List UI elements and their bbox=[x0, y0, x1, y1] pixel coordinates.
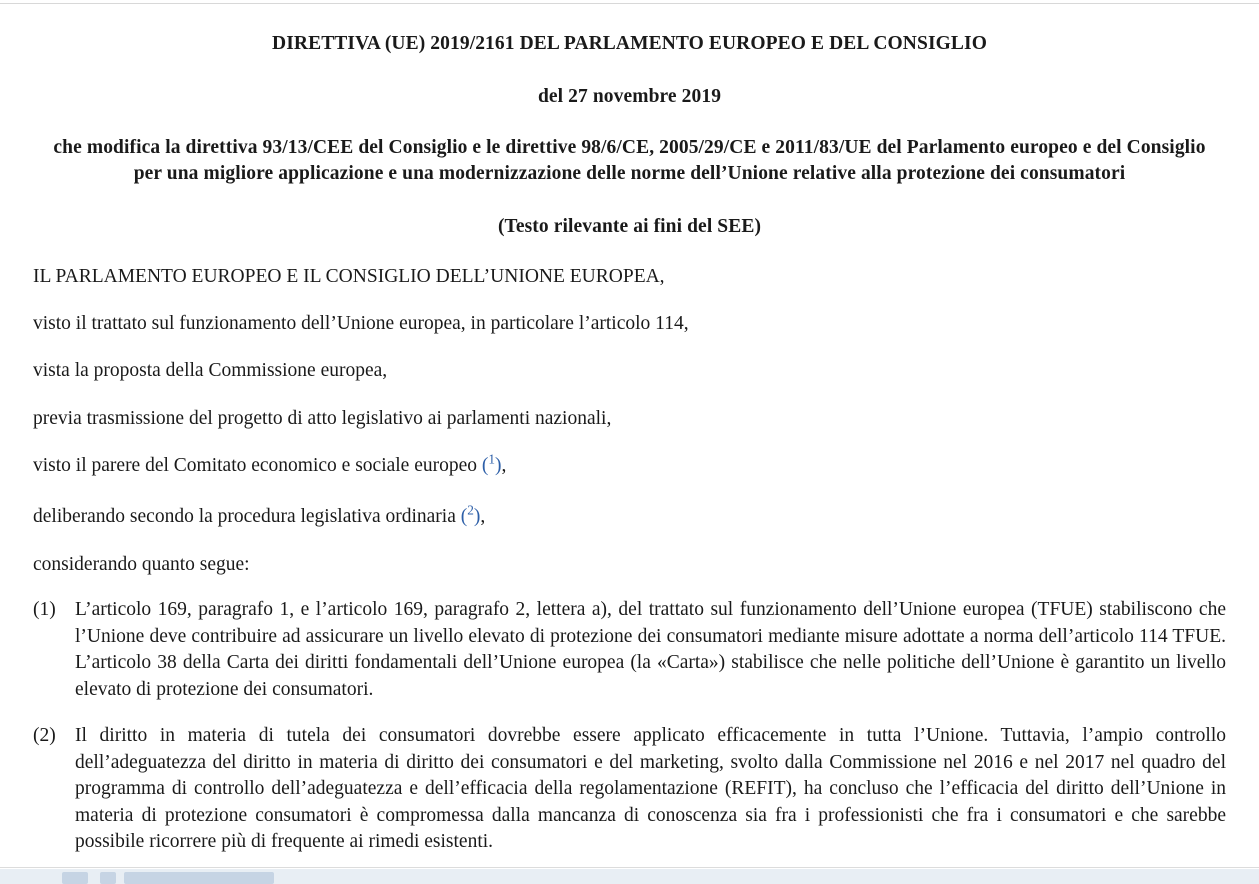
preamble-line-ordinary-procedure bbox=[33, 504, 1226, 529]
recital-item bbox=[33, 597, 1226, 703]
preamble-eesc-text-after: , bbox=[501, 455, 507, 477]
recital-number: (2) bbox=[33, 725, 56, 747]
document-body bbox=[0, 31, 1259, 856]
footnote-ref-2[interactable]: ($^2$) bbox=[460, 502, 481, 528]
preamble-line-proposal: vista la proposta della Commissione europea, bbox=[33, 360, 388, 382]
toolbar-chip-right[interactable] bbox=[124, 872, 274, 884]
footnote-ref-1-marker: 1 bbox=[488, 451, 496, 467]
recital-number: (1) bbox=[33, 599, 56, 621]
recital-item bbox=[33, 723, 1226, 856]
viewer-bottom-toolbar bbox=[0, 869, 1259, 884]
preamble-line-treaty: visto il trattato sul funzionamento dell’Unione europea, in particolare l’articolo 114, bbox=[33, 313, 689, 335]
preamble-line-transmission: previa trasmissione del progetto di atto legislativo ai parlamenti nazionali, bbox=[33, 407, 612, 429]
recital-text: L’articolo 169, paragrafo 1, e l’articolo 169, paragrafo 2, lettera a), del trattato sul funzionamento dell’Unione europea (TFUE) stabiliscono che l’Unione deve contribuire ad assicurare un livello elevato di protezione dei consumatori mediante misure adottate a norma dell’articolo 114 TFUE. L’articolo 38 della Carta dei diritti fondamentali dell’Unione europea (la «Carta») stabilisce che nelle politiche dell’Unione è garantito un livello elevato di protezione dei consumatori. bbox=[75, 599, 1226, 700]
eea-relevance-note: (Testo rilevante ai fini del SEE) bbox=[497, 215, 762, 237]
document-page bbox=[0, 3, 1259, 884]
preamble-procedure-text: deliberando secondo la procedura legislativa ordinaria bbox=[33, 506, 461, 528]
preamble-procedure-text-after: , bbox=[480, 506, 486, 528]
footnote-ref-2-marker: 2 bbox=[467, 502, 474, 518]
document-title-block bbox=[33, 31, 1226, 240]
preamble-eesc-text: visto il parere del Comitato economico e sociale europeo bbox=[33, 455, 482, 477]
preamble-line-institutions: IL PARLAMENTO EUROPEO E IL CONSIGLIO DELL’UNIONE EUROPEA, bbox=[33, 265, 665, 287]
page-top-divider bbox=[0, 3, 1259, 4]
toolbar-chip-active[interactable] bbox=[100, 872, 116, 884]
recital-text: Il diritto in materia di tutela dei consumatori dovrebbe essere applicato efficacemente in tutta l’Unione. Tuttavia, l’ampio controllo dell’adeguatezza del diritto in materia di diritto dei consumatori e del marketing, svolto dalla Commissione nel 2016 e nel 2017 nel quadro del programma di controllo dell’adeguatezza e dell’efficacia della regolamentazione (REFIT), ha concluso che l’efficacia del diritto dell’Unione in materia di protezione consumatori è compromessa dalla mancanza di conoscenza sia fra i professionisti che fra i consumatori e che sarebbe possibile ricorrere più di frequente ai rimedi esistenti. bbox=[75, 725, 1226, 853]
preamble-line-eesc-opinion bbox=[33, 453, 1226, 478]
page-title: DIRETTIVA (UE) 2019/2161 DEL PARLAMENTO EUROPEO E DEL CONSIGLIO bbox=[272, 33, 987, 54]
document-subtitle: che modifica la direttiva 93/13/CEE del Consiglio e le direttive 98/6/CE, 2005/29/CE e 2011/83/UE del Parlamento europeo e del Consiglio per una migliore applicazione e una modernizzazione delle norme dell’Unione relative alla protezione dei consumatori bbox=[53, 137, 1206, 185]
preamble-line-whereas: considerando quanto segue: bbox=[33, 553, 250, 575]
toolbar-chip-left[interactable] bbox=[62, 872, 88, 884]
page-bottom-divider bbox=[0, 867, 1259, 868]
document-date: del 27 novembre 2019 bbox=[537, 85, 722, 107]
footnote-ref-1[interactable]: ($^1$) bbox=[481, 451, 502, 477]
